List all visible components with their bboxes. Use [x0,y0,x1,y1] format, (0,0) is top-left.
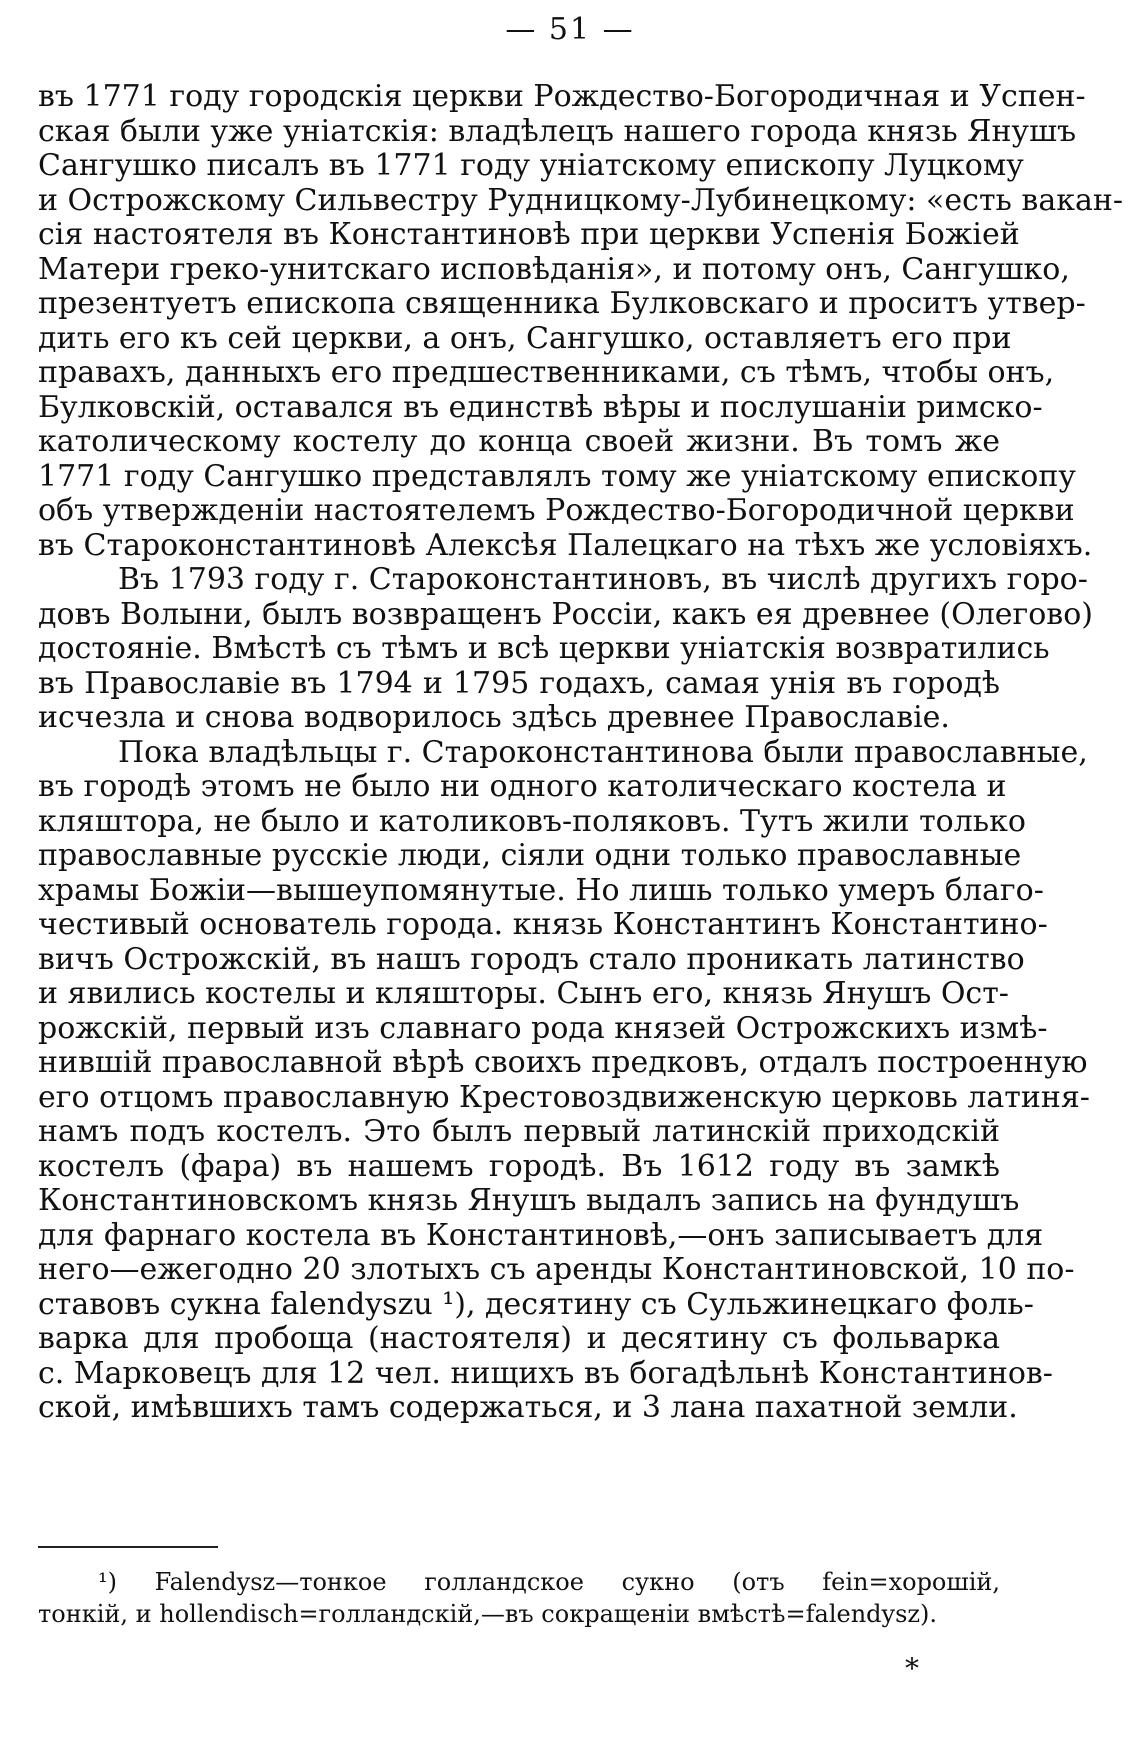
text-line: довъ Волыни, былъ возвращенъ Россіи, какъ ея древнее (Олегово) [38,596,1093,632]
page-number: — 51 — [505,12,635,47]
footnotes [38,1566,1000,1630]
text-line: варка для пробоща (настоятеля) и десятину съ фольварка [38,1321,1000,1356]
text-line: католическому костелу до конца своей жизни. Въ томъ же [38,424,1000,459]
text-line: нившій православной вѣрѣ своихъ предковъ, отдалъ построенную [38,1045,1088,1080]
text-line: и Острожскому Сильвестру Рудницкому-Лубинецкому: «есть вакан- [38,182,1123,218]
body-text [38,79,1123,1426]
bottom-mark: * [905,1652,919,1685]
text-line: кляштора, не было и католиковъ-поляковъ. Тутъ жили только [38,803,1026,839]
text-line: 1771 году Сангушко представлялъ тому же уніатскому епископу [38,458,1076,494]
text-line: достояніе. Вмѣстѣ съ тѣмъ и всѣ церкви уніатскія возвратились [38,631,1050,666]
text-line: ская были уже уніатскія: владѣлецъ нашего города князь Янушъ [38,113,1077,149]
text-line: дить его къ сей церкви, а онъ, Сангушко, оставляетъ его при [38,320,1012,356]
text-line: въ Староконстантиновѣ Алексѣя Палецкаго на тѣхъ же условіяхъ. [38,527,1093,563]
text-line: объ утвержденіи настоятелемъ Рождество-Богородичной церкви [38,493,1075,528]
text-line: Булковскій, оставался въ единствѣ вѣры и послушаніи римско- [38,389,1043,425]
text-line: ставовъ сукна falendyszu ¹), десятину съ Сульжинецкаго фоль- [38,1286,1034,1322]
text-line: ской, имѣвшихъ тамъ содержаться, и 3 лана пахатной земли. [38,1390,1018,1425]
text-line: исчезла и снова водворилось здѣсь древнее Православіе. [38,700,950,735]
text-line: вичъ Острожскій, въ нашъ городъ стало проникать латинство [38,941,1025,977]
footnote-line: ¹) Falendysz—тонкое голландское сукно (отъ fein=хорошій, [98,1568,1000,1596]
text-line: Матери греко-унитскаго исповѣданія», и потому онъ, Сангушко, [38,251,1070,287]
text-line: въ городѣ этомъ не было ни одного католическаго костела и [38,769,1007,804]
text-line: православные русскіе люди, сіяли одни только православные [38,838,1022,873]
text-line: для фарнаго костела въ Константиновѣ,—онъ записываетъ для [38,1217,1044,1253]
text-line: него—ежегодно 20 злотыхъ съ аренды Константиновской, 10 по- [38,1252,1075,1287]
text-line: намъ подъ костелъ. Это былъ первый латинскій приходскій [38,1114,1000,1149]
text-line: рожскій, первый изъ славнаго рода князей Острожскихъ измѣ- [38,1010,1048,1046]
text-line: его отцомъ православную Крестовоздвиженскую церковь латиня- [38,1079,1090,1115]
text-line: правахъ, данныхъ его предшественниками, съ тѣмъ, чтобы онъ, [38,355,1055,390]
text-line: Въ 1793 году г. Староконстантиновъ, въ числѣ другихъ горо- [118,562,1088,597]
text-line: костелъ (фара) въ нашемъ городѣ. Въ 1612 году въ замкѣ [38,1148,1000,1184]
footnote-line: тонкій, и hollendisch=голландскій,—въ сокращеніи вмѣстѣ=falendysz). [38,1600,938,1628]
footnote-divider [38,1546,218,1548]
text-line: честивый основатель города. князь Константинъ Константино- [38,907,1048,942]
text-line: Константиновскомъ князь Янушъ выдалъ запись на фундушъ [38,1183,1020,1218]
text-line: с. Марковецъ для 12 чел. нищихъ въ богадѣльнѣ Константинов- [38,1355,1053,1391]
text-line: сія настоятеля въ Константиновѣ при церкви Успенія Божіей [38,217,1020,252]
text-line: презентуетъ епископа священника Булковскаго и проситъ утвер- [38,286,1086,321]
text-line: и явились костелы и кляшторы. Сынъ его, князь Янушъ Ост- [38,976,1009,1011]
text-line: въ Православіе въ 1794 и 1795 годахъ, самая унія въ городѣ [38,665,1000,701]
text-line: Пока владѣльцы г. Староконстантинова были православные, [118,734,1088,770]
text-line: въ 1771 году городскія церкви Рождество-Богородичная и Успен- [38,79,1086,114]
text-line: храмы Божіи—вышеупомянутые. Но лишь только умеръ благо- [38,872,1044,908]
text-line: Сангушко писалъ въ 1771 году уніатскому епископу Луцкому [38,148,1024,183]
